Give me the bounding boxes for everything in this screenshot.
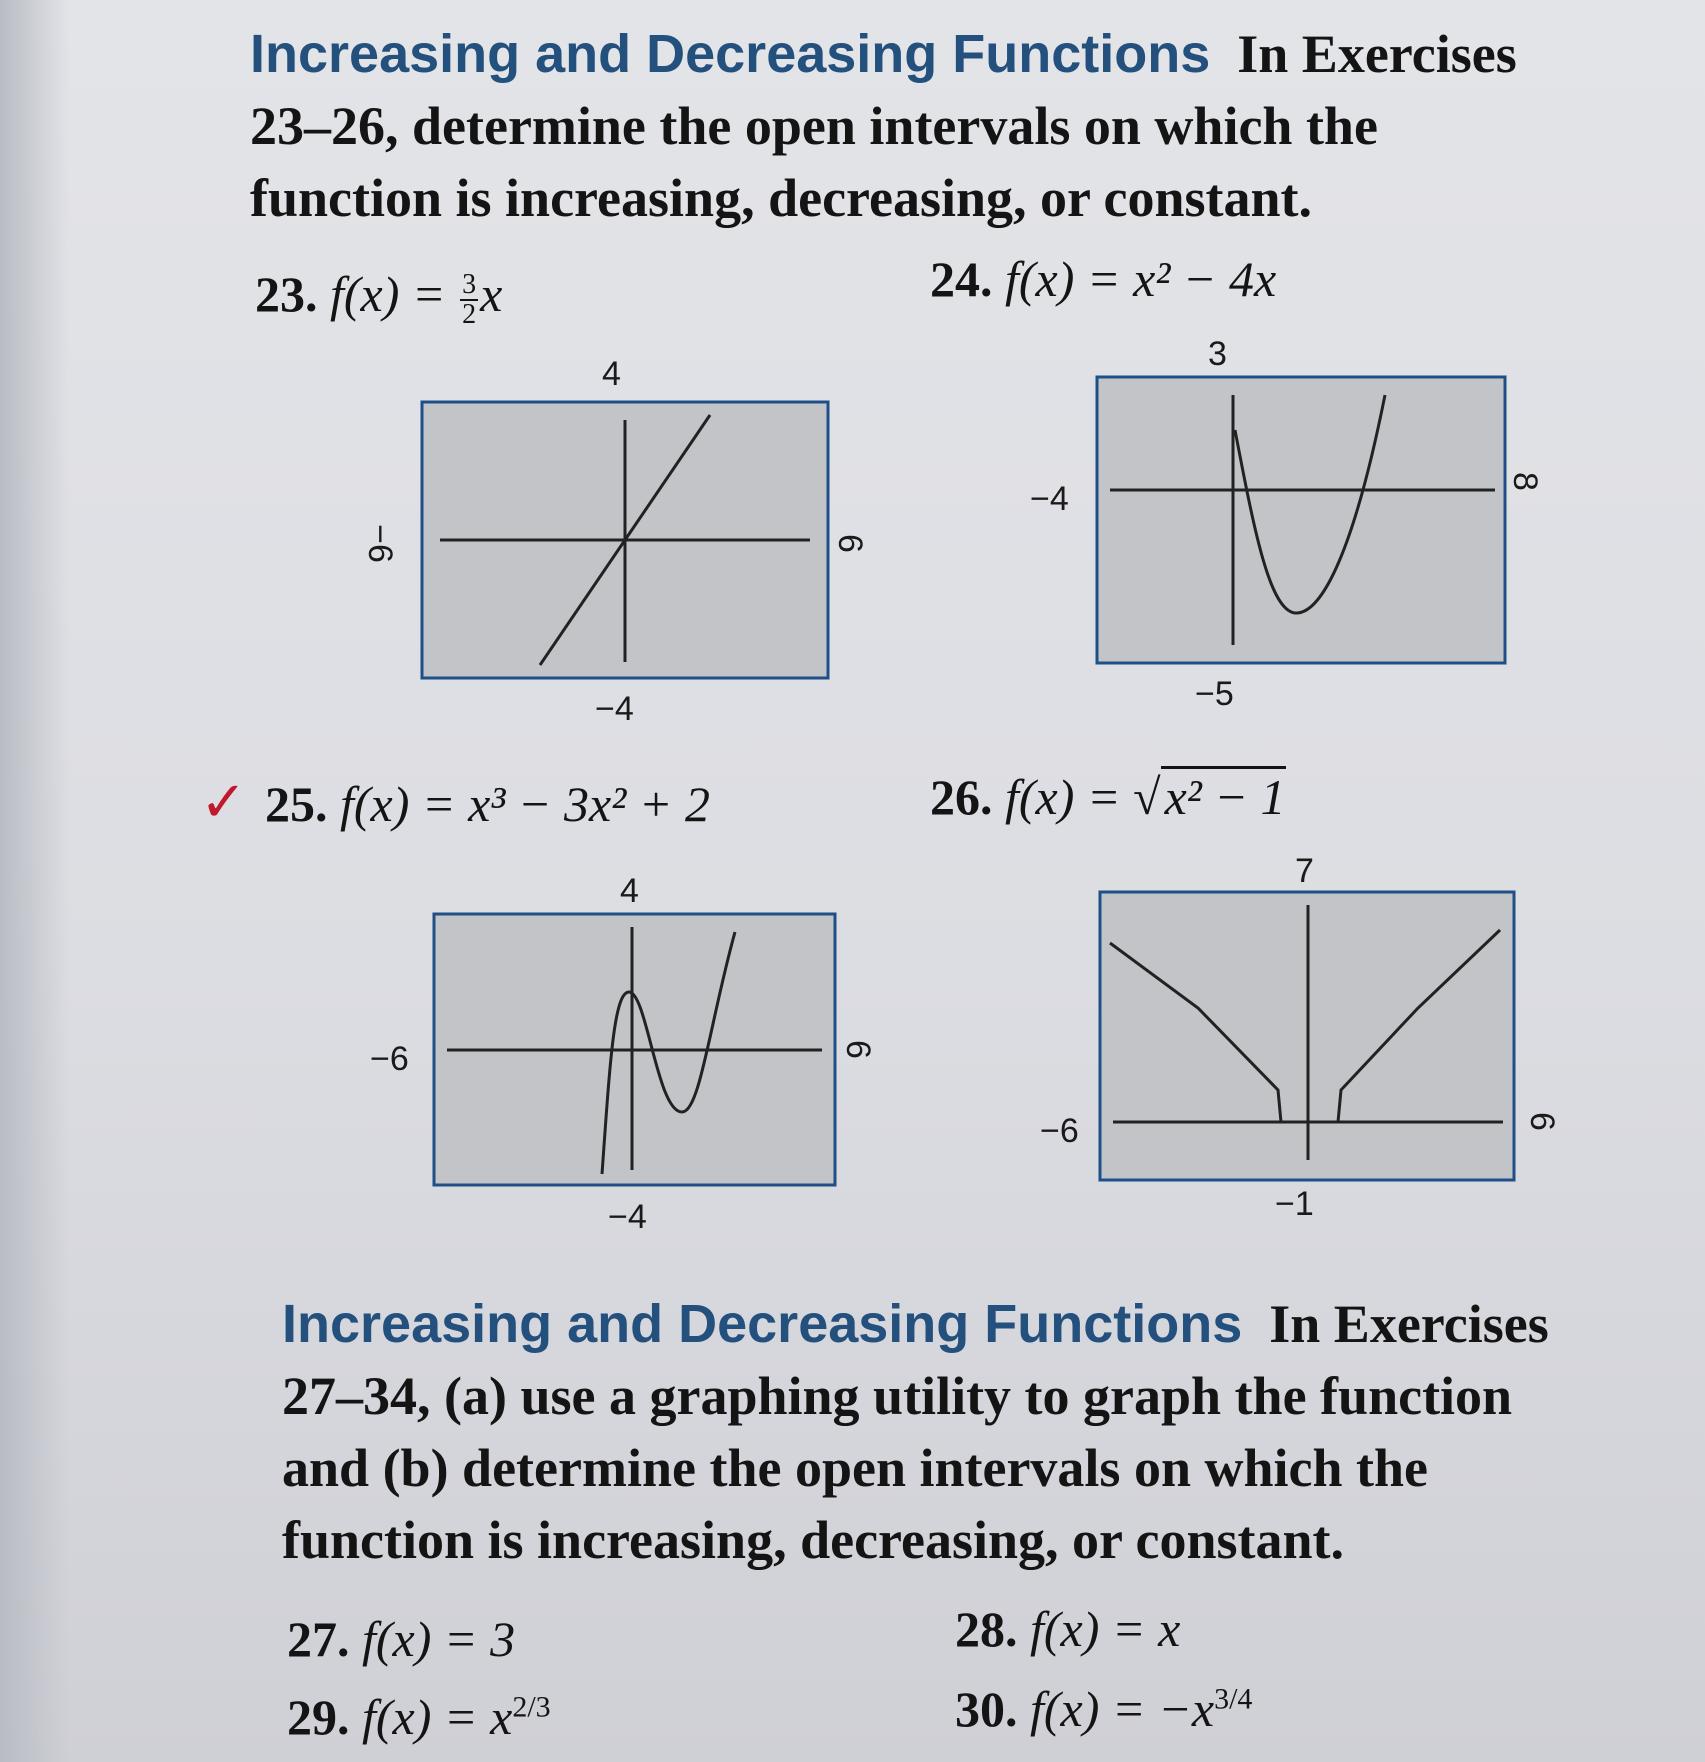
exercise-29 xyxy=(287,1688,551,1746)
heading-line: function is increasing, decreasing, or constant. xyxy=(250,168,1313,228)
exercise-number: 25. xyxy=(265,776,328,832)
section-heading-27-34 xyxy=(282,1288,1672,1576)
function-expression: f(x) = −x xyxy=(1030,1681,1215,1737)
xmax-label: 6 xyxy=(1522,1112,1561,1131)
fraction xyxy=(460,268,478,330)
xmax-label: 6 xyxy=(830,534,869,553)
check-mark-icon: ✓ xyxy=(200,770,247,835)
heading-text: In Exercises xyxy=(1269,1294,1549,1354)
function-expression: f(x) = x² − 4x xyxy=(1005,251,1277,307)
function-expression: f(x) = x³ − 3x² + 2 xyxy=(340,776,710,832)
section-title: Increasing and Decreasing Functions xyxy=(250,24,1211,84)
ymax-label: 4 xyxy=(602,355,621,393)
exercise-number: 27. xyxy=(287,1611,350,1667)
ymax-label: 4 xyxy=(620,872,639,910)
xmin-label: −6 xyxy=(370,1040,409,1078)
exercise-number: 30. xyxy=(955,1681,1018,1737)
heading-text: In Exercises xyxy=(1237,24,1517,84)
ymax-label: 3 xyxy=(1208,335,1227,373)
xmax-label: 6 xyxy=(838,1040,877,1059)
exponent: 2/3 xyxy=(512,1690,551,1724)
exercise-number: 29. xyxy=(287,1689,350,1745)
exercise-28 xyxy=(955,1600,1180,1658)
exercise-30 xyxy=(955,1680,1252,1738)
page-edge-shadow xyxy=(0,0,70,1762)
exercise-24 xyxy=(930,250,1276,308)
xmin-label: −4 xyxy=(1030,480,1069,518)
exercise-number: 28. xyxy=(955,1601,1018,1657)
graph-25-screen xyxy=(432,912,837,1187)
xmin-label: −6 xyxy=(1040,1112,1079,1150)
section-title: Increasing and Decreasing Functions xyxy=(282,1294,1243,1354)
ymin-label: −1 xyxy=(1275,1185,1314,1223)
fraction-numerator: 3 xyxy=(462,268,477,300)
exercise-26 xyxy=(930,768,1286,826)
ymin-label: −5 xyxy=(1195,675,1234,713)
heading-line: function is increasing, decreasing, or constant. xyxy=(282,1510,1345,1570)
ymax-label: 7 xyxy=(1295,852,1314,890)
heading-line xyxy=(282,1288,1672,1360)
function-expression: f(x) = x xyxy=(1030,1601,1181,1657)
exercise-number: 24. xyxy=(930,251,993,307)
function-expression: f(x) = x xyxy=(362,1689,513,1745)
xmax-label: 8 xyxy=(1505,472,1544,491)
xmin-label: −6 xyxy=(360,524,399,563)
ymin-label: −4 xyxy=(608,1198,647,1236)
exponent: 3/4 xyxy=(1214,1682,1253,1716)
heading-line: 23–26, determine the open intervals on which the xyxy=(250,96,1378,156)
graph-23-screen xyxy=(420,400,830,680)
exercise-number: 23. xyxy=(255,266,318,322)
graph-26-screen xyxy=(1098,890,1516,1182)
radicand: x² − 1 xyxy=(1161,766,1286,825)
fraction-denominator: 2 xyxy=(462,298,477,330)
section-heading-23-26 xyxy=(250,18,1640,234)
exercise-number: 26. xyxy=(930,769,993,825)
ymin-label: −4 xyxy=(595,690,634,728)
function-lhs: f(x) = xyxy=(330,266,459,322)
heading-line: 27–34, (a) use a graphing utility to graph the function xyxy=(282,1366,1513,1426)
graph-24-screen xyxy=(1095,375,1507,665)
function-expression: f(x) = 3 xyxy=(362,1611,516,1667)
exercise-23 xyxy=(255,265,502,329)
heading-line xyxy=(250,18,1640,90)
exercise-25 xyxy=(265,775,710,833)
function-rhs: x xyxy=(480,266,503,322)
function-lhs: f(x) = √ xyxy=(1005,769,1161,825)
exercise-27 xyxy=(287,1610,515,1668)
heading-line: and (b) determine the open intervals on which the xyxy=(282,1438,1428,1498)
